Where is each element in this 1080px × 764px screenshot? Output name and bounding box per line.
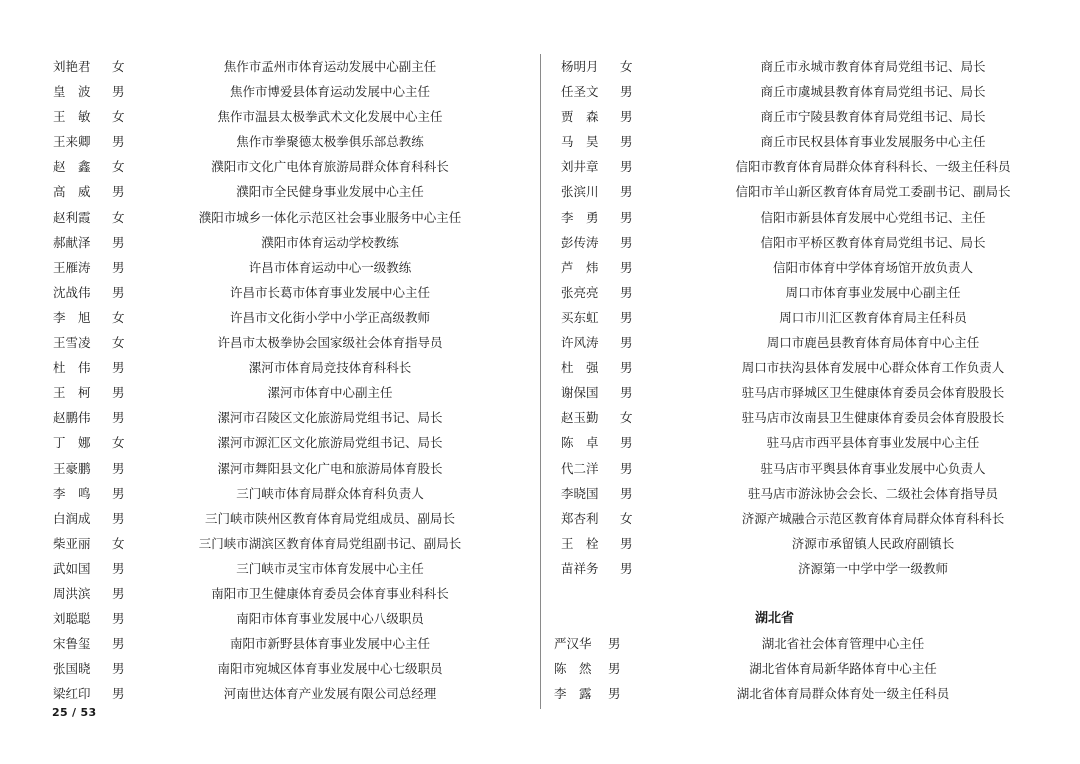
person-name: 赵鹏伟 bbox=[53, 410, 91, 426]
person-title: 焦作市博爱县体育运动发展中心主任 bbox=[229, 84, 430, 100]
person-title: 漯河市源汇区文化旅游局党组书记、局长 bbox=[217, 435, 443, 451]
list-item bbox=[0, 179, 540, 204]
list-item bbox=[0, 154, 540, 179]
person-title: 信阳市羊山新区教育体育局党工委副书记、副局长 bbox=[735, 184, 1011, 200]
person-title: 漯河市体育局竞技体育科科长 bbox=[248, 360, 412, 376]
person-title: 驻马店市汝南县卫生健康体育委员会体育股股长 bbox=[741, 410, 1005, 426]
person-title: 许昌市体育运动中心一级教练 bbox=[248, 259, 412, 275]
person-title: 濮阳市文化广电体育旅游局群众体育科科长 bbox=[211, 159, 449, 175]
person-title: 驻马店市平舆县体育事业发展中心负责人 bbox=[760, 460, 986, 476]
person-title: 河南世达体育产业发展有限公司总经理 bbox=[223, 686, 437, 702]
list-item bbox=[543, 380, 1080, 405]
person-name: 白润成 bbox=[53, 510, 91, 526]
person-gender: 男 bbox=[112, 485, 125, 501]
person-gender: 男 bbox=[620, 134, 633, 150]
person-name: 谢保国 bbox=[561, 385, 599, 401]
list-item bbox=[543, 531, 1080, 556]
person-gender: 女 bbox=[112, 535, 125, 551]
person-gender: 女 bbox=[112, 159, 125, 175]
person-name: 李 旭 bbox=[53, 309, 91, 325]
person-gender: 男 bbox=[620, 560, 633, 576]
person-name: 皇 波 bbox=[53, 84, 91, 100]
person-gender: 男 bbox=[620, 360, 633, 376]
list-item bbox=[543, 481, 1080, 506]
person-name: 买东虹 bbox=[561, 309, 599, 325]
person-gender: 男 bbox=[620, 109, 633, 125]
person-name: 宋鲁玺 bbox=[53, 636, 91, 652]
person-title: 商丘市虞城县教育体育局党组书记、局长 bbox=[760, 84, 986, 100]
person-name: 刘艳君 bbox=[53, 59, 91, 74]
person-name: 张滨川 bbox=[561, 184, 599, 200]
person-name: 梁红印 bbox=[53, 686, 91, 702]
person-name: 杜 强 bbox=[561, 360, 599, 376]
list-item bbox=[0, 656, 540, 681]
person-gender: 男 bbox=[620, 234, 633, 250]
list-item bbox=[543, 154, 1080, 179]
person-gender: 男 bbox=[620, 335, 633, 351]
person-name: 杨明月 bbox=[561, 59, 599, 74]
list-item bbox=[0, 380, 540, 405]
person-gender: 女 bbox=[112, 309, 125, 325]
person-name: 贾 森 bbox=[561, 109, 599, 125]
person-title: 商丘市宁陵县教育体育局党组书记、局长 bbox=[760, 109, 986, 125]
person-title: 信阳市平桥区教育体育局党组书记、局长 bbox=[760, 234, 986, 250]
person-title: 信阳市教育体育局群众体育科科长、一级主任科员 bbox=[735, 159, 1011, 175]
person-name: 柴亚丽 bbox=[53, 535, 91, 551]
left-column bbox=[0, 54, 540, 706]
person-title: 许昌市文化街小学中小学正高级教师 bbox=[229, 309, 430, 325]
person-title: 南阳市新野县体育事业发展中心主任 bbox=[229, 636, 430, 652]
list-item bbox=[0, 104, 540, 129]
person-gender: 男 bbox=[112, 661, 125, 677]
person-gender: 男 bbox=[112, 585, 125, 601]
list-item bbox=[0, 255, 540, 280]
person-title: 湖北省体育局新华路体育中心主任 bbox=[749, 661, 937, 677]
person-title: 湖北省社会体育管理中心主任 bbox=[761, 636, 925, 652]
person-name: 苗祥务 bbox=[561, 560, 599, 576]
list-item bbox=[543, 179, 1080, 204]
list-item bbox=[0, 606, 540, 631]
person-gender: 男 bbox=[620, 485, 633, 501]
person-name: 周洪滨 bbox=[53, 585, 91, 601]
person-title: 济源产城融合示范区教育体育局群众体育科科长 bbox=[741, 510, 1005, 526]
person-gender: 男 bbox=[112, 686, 125, 702]
person-gender: 女 bbox=[620, 59, 633, 74]
person-name: 王 柯 bbox=[53, 385, 91, 401]
person-gender: 男 bbox=[620, 535, 633, 551]
person-gender: 女 bbox=[620, 410, 633, 426]
person-name: 马 昊 bbox=[561, 134, 599, 150]
list-item bbox=[0, 681, 540, 706]
person-gender: 男 bbox=[112, 410, 125, 426]
person-name: 丁 娜 bbox=[53, 435, 91, 451]
person-title: 濮阳市城乡一体化示范区社会事业服务中心主任 bbox=[198, 209, 462, 225]
list-item bbox=[0, 506, 540, 531]
list-item bbox=[543, 681, 1080, 706]
person-name: 许风涛 bbox=[561, 335, 599, 351]
list-item bbox=[543, 556, 1080, 581]
person-title: 驻马店市游泳协会会长、二级社会体育指导员 bbox=[747, 485, 998, 501]
right-column bbox=[543, 54, 1080, 706]
person-gender: 男 bbox=[620, 385, 633, 401]
person-name: 赵 鑫 bbox=[53, 159, 91, 175]
person-gender: 男 bbox=[620, 284, 633, 300]
list-item bbox=[543, 205, 1080, 230]
person-name: 王雪凌 bbox=[53, 335, 91, 351]
list-item bbox=[543, 230, 1080, 255]
person-title: 商丘市民权县体育事业发展服务中心主任 bbox=[760, 134, 986, 150]
person-name: 杜 伟 bbox=[53, 360, 91, 376]
person-gender: 男 bbox=[112, 510, 125, 526]
person-gender: 男 bbox=[608, 636, 621, 652]
person-name: 张亮亮 bbox=[561, 284, 599, 300]
person-gender: 男 bbox=[112, 234, 125, 250]
list-item bbox=[543, 305, 1080, 330]
person-title: 焦作市温县太极拳武术文化发展中心主任 bbox=[217, 109, 443, 125]
list-item bbox=[543, 104, 1080, 129]
person-title: 濮阳市全民健身事业发展中心主任 bbox=[236, 184, 424, 200]
person-title: 湖北省体育局群众体育处一级主任科员 bbox=[736, 686, 950, 702]
person-title: 南阳市体育事业发展中心八级职员 bbox=[236, 611, 424, 627]
person-name: 任圣文 bbox=[561, 84, 599, 100]
list-item bbox=[0, 581, 540, 606]
person-title: 漯河市体育中心副主任 bbox=[267, 385, 393, 401]
list-item bbox=[543, 405, 1080, 430]
list-item bbox=[543, 330, 1080, 355]
person-title: 周口市鹿邑县教育体育局体育中心主任 bbox=[766, 335, 980, 351]
list-item bbox=[543, 631, 1080, 656]
list-item bbox=[0, 405, 540, 430]
person-name: 刘井章 bbox=[561, 159, 599, 175]
person-title: 焦作市拳聚德太极拳俱乐部总教练 bbox=[236, 134, 424, 150]
list-item bbox=[543, 456, 1080, 481]
person-gender: 女 bbox=[112, 109, 125, 125]
person-gender: 男 bbox=[112, 460, 125, 476]
person-title: 商丘市永城市教育体育局党组书记、局长 bbox=[760, 59, 986, 74]
list-item bbox=[0, 54, 540, 79]
person-title: 三门峡市灵宝市体育发展中心主任 bbox=[236, 560, 424, 576]
person-gender: 男 bbox=[620, 159, 633, 175]
person-gender: 男 bbox=[620, 184, 633, 200]
person-gender: 男 bbox=[112, 284, 125, 300]
person-name: 武如国 bbox=[53, 560, 91, 576]
list-item bbox=[0, 205, 540, 230]
person-title: 信阳市新县体育发展中心党组书记、主任 bbox=[760, 209, 986, 225]
person-gender: 男 bbox=[112, 134, 125, 150]
list-item bbox=[0, 280, 540, 305]
person-name: 刘聪聪 bbox=[53, 611, 91, 627]
person-title: 周口市川汇区教育体育局主任科员 bbox=[779, 309, 967, 325]
list-item bbox=[0, 531, 540, 556]
person-name: 沈战伟 bbox=[53, 284, 91, 300]
person-gender: 男 bbox=[620, 309, 633, 325]
person-title: 济源第一中学中学一级教师 bbox=[797, 560, 948, 576]
list-item bbox=[543, 280, 1080, 305]
person-title: 三门峡市体育局群众体育科负责人 bbox=[236, 485, 424, 501]
list-item bbox=[0, 631, 540, 656]
column-divider bbox=[540, 54, 541, 709]
person-name: 郑杏利 bbox=[561, 510, 599, 526]
person-name: 赵玉勤 bbox=[561, 410, 599, 426]
person-title: 济源市承留镇人民政府副镇长 bbox=[791, 535, 955, 551]
person-name: 李 鸣 bbox=[53, 485, 91, 501]
person-title: 漯河市舞阳县文化广电和旅游局体育股长 bbox=[217, 460, 443, 476]
person-gender: 女 bbox=[112, 335, 125, 351]
person-title: 漯河市召陵区文化旅游局党组书记、局长 bbox=[217, 410, 443, 426]
person-gender: 男 bbox=[112, 184, 125, 200]
list-item bbox=[0, 556, 540, 581]
person-title: 南阳市宛城区体育事业发展中心七级职员 bbox=[217, 661, 443, 677]
person-name: 芦 炜 bbox=[561, 259, 599, 275]
person-title: 信阳市体育中学体育场馆开放负责人 bbox=[772, 259, 973, 275]
person-name: 陈 卓 bbox=[561, 435, 599, 451]
person-name: 李晓国 bbox=[561, 485, 599, 501]
section-spacer bbox=[543, 581, 1080, 606]
person-title: 驻马店市驿城区卫生健康体育委员会体育股股长 bbox=[741, 385, 1005, 401]
person-name: 王 栓 bbox=[561, 535, 599, 551]
person-name: 陈 然 bbox=[554, 661, 592, 677]
list-item bbox=[0, 481, 540, 506]
person-name: 高 威 bbox=[53, 184, 91, 200]
list-item bbox=[543, 255, 1080, 280]
province-heading: 湖北省 bbox=[754, 610, 794, 626]
list-item bbox=[543, 656, 1080, 681]
list-item bbox=[543, 430, 1080, 455]
person-gender: 男 bbox=[620, 209, 633, 225]
person-name: 赵利霞 bbox=[53, 209, 91, 225]
person-title: 周口市体育事业发展中心副主任 bbox=[785, 284, 961, 300]
person-name: 王豪鹏 bbox=[53, 460, 91, 476]
person-title: 焦作市孟州市体育运动发展中心副主任 bbox=[223, 59, 437, 74]
list-item bbox=[543, 506, 1080, 531]
page-number: 25 / 53 bbox=[52, 706, 97, 719]
list-item bbox=[0, 330, 540, 355]
person-name: 彭传涛 bbox=[561, 234, 599, 250]
person-gender: 男 bbox=[112, 360, 125, 376]
person-gender: 男 bbox=[112, 611, 125, 627]
list-item bbox=[0, 430, 540, 455]
person-name: 代二洋 bbox=[561, 460, 599, 476]
person-name: 王来卿 bbox=[53, 134, 91, 150]
list-item bbox=[0, 79, 540, 104]
person-gender: 女 bbox=[620, 510, 633, 526]
person-gender: 男 bbox=[620, 435, 633, 451]
person-name: 王雁涛 bbox=[53, 259, 91, 275]
person-gender: 男 bbox=[112, 259, 125, 275]
list-item bbox=[0, 230, 540, 255]
person-name: 严汉华 bbox=[554, 636, 592, 652]
person-name: 李 勇 bbox=[561, 209, 599, 225]
person-title: 周口市扶沟县体育发展中心群众体育工作负责人 bbox=[741, 360, 1005, 376]
person-name: 张国晓 bbox=[53, 661, 91, 677]
list-item bbox=[543, 355, 1080, 380]
list-item bbox=[543, 129, 1080, 154]
person-title: 驻马店市西平县体育事业发展中心主任 bbox=[766, 435, 980, 451]
person-gender: 女 bbox=[112, 59, 125, 74]
list-item bbox=[543, 54, 1080, 79]
person-title: 许昌市长葛市体育事业发展中心主任 bbox=[229, 284, 430, 300]
person-gender: 男 bbox=[112, 84, 125, 100]
list-item bbox=[0, 129, 540, 154]
person-title: 三门峡市湖滨区教育体育局党组副书记、副局长 bbox=[198, 535, 462, 551]
list-item bbox=[0, 456, 540, 481]
person-name: 李 露 bbox=[554, 686, 592, 702]
list-item bbox=[543, 79, 1080, 104]
person-gender: 女 bbox=[112, 209, 125, 225]
person-gender: 男 bbox=[112, 385, 125, 401]
person-title: 许昌市太极拳协会国家级社会体育指导员 bbox=[217, 335, 443, 351]
right-entry-list bbox=[543, 54, 1080, 581]
list-item bbox=[0, 305, 540, 330]
person-title: 南阳市卫生健康体育委员会体育事业科科长 bbox=[211, 585, 449, 601]
person-gender: 男 bbox=[620, 259, 633, 275]
list-item bbox=[0, 355, 540, 380]
person-gender: 男 bbox=[620, 84, 633, 100]
person-gender: 男 bbox=[112, 560, 125, 576]
person-gender: 男 bbox=[112, 636, 125, 652]
person-gender: 男 bbox=[608, 661, 621, 677]
person-title: 三门峡市陕州区教育体育局党组成员、副局长 bbox=[204, 510, 455, 526]
person-gender: 男 bbox=[620, 460, 633, 476]
person-gender: 男 bbox=[608, 686, 621, 702]
hubei-entry-list bbox=[543, 631, 1080, 706]
person-title: 濮阳市体育运动学校教练 bbox=[261, 234, 399, 250]
person-gender: 女 bbox=[112, 435, 125, 451]
person-name: 郝献泽 bbox=[53, 234, 91, 250]
person-name: 王 敏 bbox=[53, 109, 91, 125]
